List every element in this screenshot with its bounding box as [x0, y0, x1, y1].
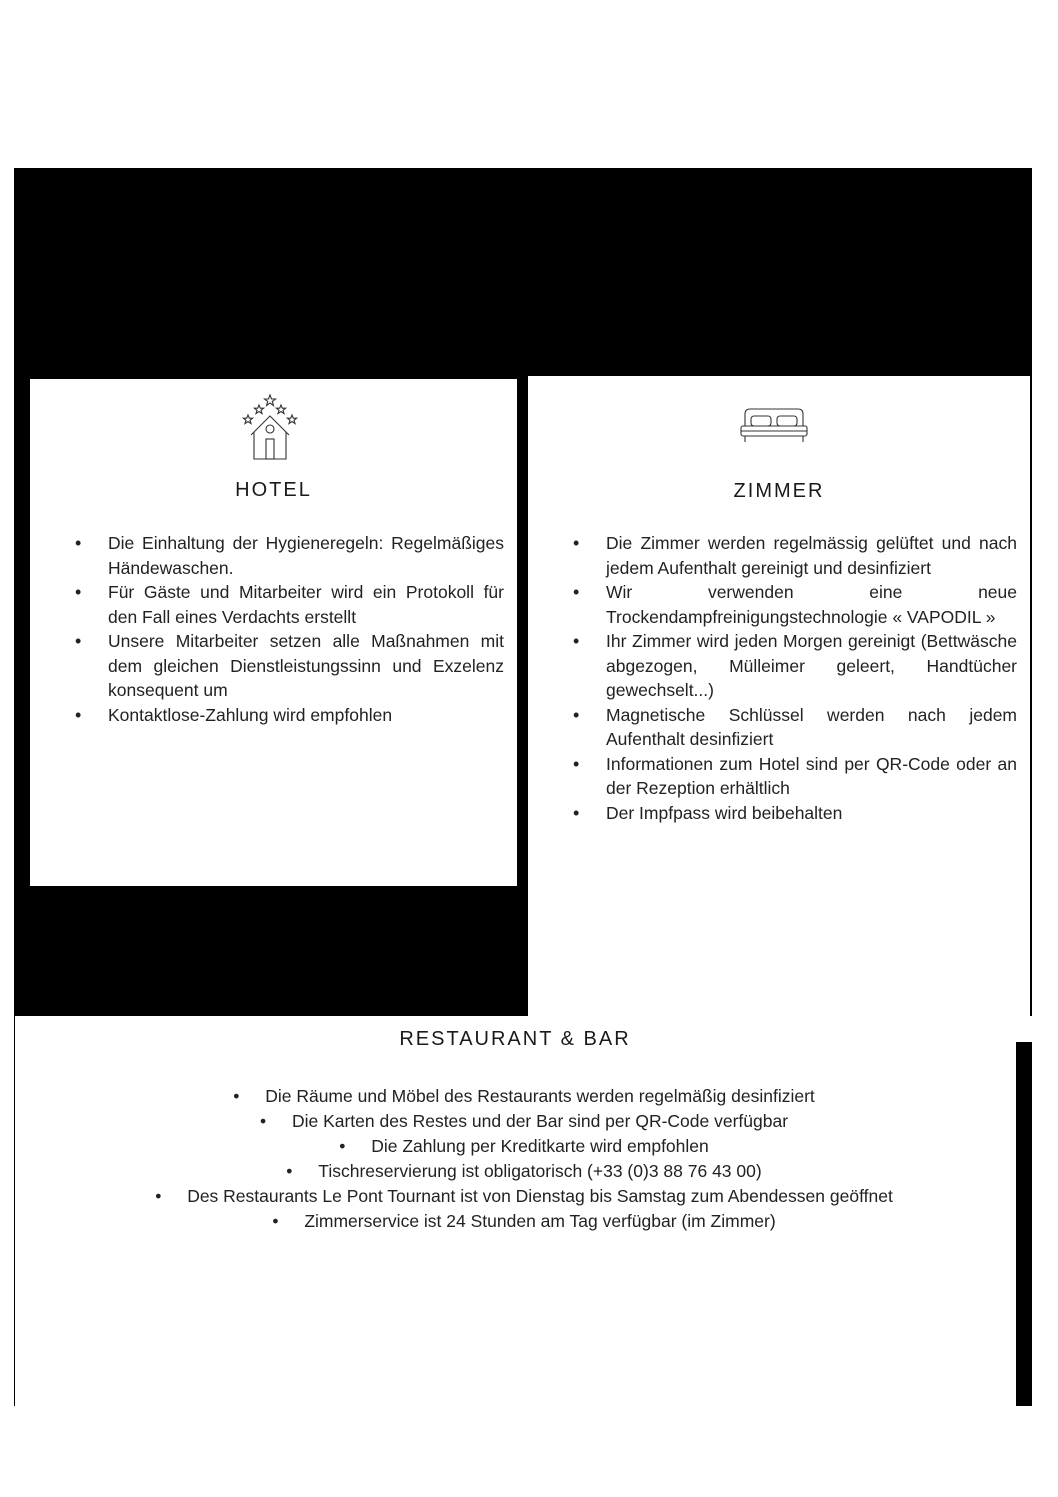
header-black-band [14, 168, 1032, 376]
list-item: • Informationen zum Hotel sind per QR-Code oder an der Rezeption erhältlich [606, 752, 1017, 801]
list-item [60, 1109, 1020, 1134]
list-item-text: • Des Restaurants Le Pont Tournant ist von Dienstag bis Samstag zum Abendessen geöffnet [187, 1186, 893, 1206]
zimmer-list [606, 531, 1017, 825]
list-item-text: • Die Zahlung per Kreditkarte wird empfohlen [371, 1136, 709, 1156]
right-edge-bar [1030, 376, 1032, 1016]
list-item [60, 1134, 1020, 1159]
list-item: • Die Einhaltung der Hygieneregeln: Regelmäßiges Händewaschen. [108, 531, 504, 580]
left-border-line [14, 1016, 15, 1406]
list-item [60, 1184, 1020, 1209]
list-item-text: • Tischreservierung ist obligatorisch (+33 (0)3 88 76 43 00) [318, 1161, 761, 1181]
list-item-text: • Die Karten des Restes und der Bar sind per QR-Code verfügbar [292, 1111, 788, 1131]
list-item-text: • Zimmerservice ist 24 Stunden am Tag verfügbar (im Zimmer) [304, 1211, 775, 1231]
hotel-title: HOTEL [235, 479, 312, 501]
bed-icon [739, 406, 809, 446]
restaurant-list [60, 1084, 1020, 1234]
list-item-text: • Die Räume und Möbel des Restaurants werden regelmäßig desinfiziert [265, 1086, 815, 1106]
hotel-list [108, 531, 504, 727]
zimmer-card [528, 376, 1030, 1016]
list-item: • Ihr Zimmer wird jeden Morgen gereinigt (Bettwäsche abgezogen, Mülleimer geleert, Handtücher gewechselt...) [606, 629, 1017, 703]
list-item [60, 1209, 1020, 1234]
list-item: • Der Impfpass wird beibehalten [606, 801, 1017, 826]
zimmer-title: ZIMMER [733, 480, 825, 502]
list-item: • Kontaktlose-Zahlung wird empfohlen [108, 703, 504, 728]
list-item [60, 1084, 1020, 1109]
list-item: • Unsere Mitarbeiter setzen alle Maßnahmen mit dem gleichen Dienstleistungssinn und Exzelenz konsequent um [108, 629, 504, 703]
restaurant-title: RESTAURANT & BAR [399, 1028, 631, 1050]
list-item: • Für Gäste und Mitarbeiter wird ein Protokoll für den Fall eines Verdachts erstellt [108, 580, 504, 629]
hotel-card [30, 379, 517, 886]
list-item: • Magnetische Schlüssel werden nach jedem Aufenthalt desinfiziert [606, 703, 1017, 752]
list-item: • Wir verwenden eine neue Trockendampfreinigungstechnologie « VAPODIL » [606, 580, 1017, 629]
list-item [60, 1159, 1020, 1184]
list-item: • Die Zimmer werden regelmässig gelüftet und nach jedem Aufenthalt gereinigt und desinfiziert [606, 531, 1017, 580]
hotel-stars-icon [233, 393, 305, 463]
